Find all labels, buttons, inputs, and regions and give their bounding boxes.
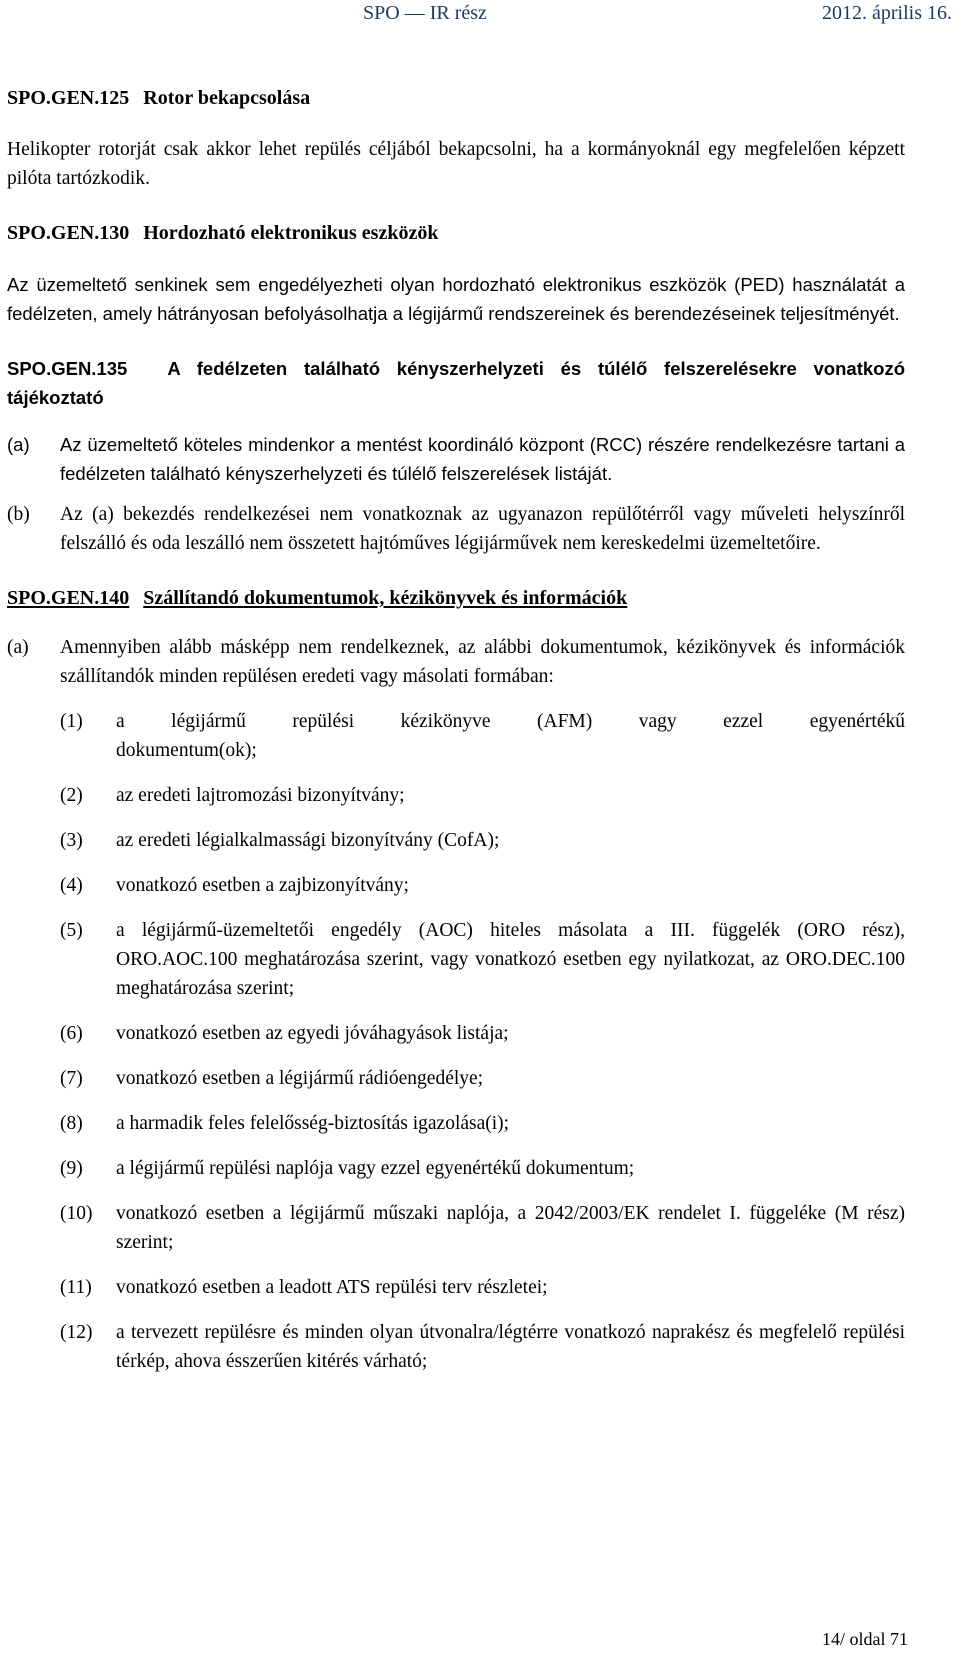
section-heading-130 [7, 219, 905, 248]
section-heading-135 [7, 354, 905, 412]
item-text: a légijármű repülési kézikönyve (AFM) vagy ezzel egyenértékű dokumentum(ok); [116, 711, 905, 761]
header-document-title: SPO — IR rész [363, 2, 487, 24]
list-item [60, 826, 905, 855]
item-label: (1) [60, 711, 83, 732]
item-label: (9) [60, 1158, 83, 1179]
list-item [60, 781, 905, 810]
list-item [7, 500, 905, 558]
item-label: (11) [60, 1277, 92, 1298]
item-text: a tervezett repülésre és minden olyan útvonalra/légtérre vonatkozó naprakész és megfelelő repülési térkép, ahova ésszerűen kitérés várható; [116, 1322, 905, 1372]
list-item [60, 1273, 905, 1302]
section-title: Rotor bekapcsolása [143, 87, 311, 109]
section-code: SPO.GEN.125 [7, 87, 130, 109]
list-item [60, 707, 905, 765]
item-label: (6) [60, 1023, 83, 1044]
section-code: SPO.GEN.135 [7, 358, 128, 379]
item-label: (4) [60, 875, 83, 896]
list-item [60, 871, 905, 900]
item-text: vonatkozó esetben az egyedi jóváhagyások listája; [116, 1023, 509, 1044]
section-130-text: Az üzemeltető senkinek sem engedélyezheti olyan hordozható elektronikus eszközök (PED) használatát a fedélzeten, amely hátrányosan befolyásolhatja a légijármű rendszereinek és berendezéseinek teljesítményét. [7, 274, 905, 324]
item-text: a harmadik feles felelősség-biztosítás igazolása(i); [116, 1113, 510, 1134]
item-text: a légijármű-üzemeltetői engedély (AOC) hiteles másolata a III. függelék (ORO rész), ORO.AOC.100 meghatározása szerint, vagy vonatkozó esetben egy nyilatkozat, az ORO.DEC.100 meghatározása szerint; [116, 920, 905, 999]
item-text: az eredeti légialkalmassági bizonyítvány (CofA); [116, 830, 500, 851]
item-label: (a) [7, 637, 29, 658]
list-item [60, 1318, 905, 1376]
section-title: Hordozható elektronikus eszközök [143, 222, 439, 244]
list-item [60, 1064, 905, 1093]
item-label: (12) [60, 1322, 93, 1343]
document-body [7, 84, 905, 1376]
item-label: (10) [60, 1203, 93, 1224]
list-item [7, 633, 905, 691]
section-code: SPO.GEN.140 [7, 587, 130, 609]
page-number: 14/ oldal 71 [822, 1629, 908, 1649]
item-label: (b) [7, 504, 30, 525]
item-text: vonatkozó esetben a zajbizonyítvány; [116, 875, 409, 896]
item-text: vonatkozó esetben a légijármű rádióengedélye; [116, 1068, 484, 1089]
item-text: vonatkozó esetben a leadott ATS repülési terv részletei; [116, 1277, 548, 1298]
section-code: SPO.GEN.130 [7, 222, 130, 244]
item-text: Az (a) bekezdés rendelkezései nem vonatkoznak az ugyanazon repülőtérről vagy műveleti helyszínről felszálló és oda leszálló nem összetett hajtóműves légijárművek nem kereskedelmi üzemeltetőire. [60, 504, 905, 554]
item-text: Amennyiben alább másképp nem rendelkeznek, az alábbi dokumentumok, kézikönyvek és információk szállítandók minden repülésen eredeti vagy másolati formában: [60, 637, 905, 687]
item-text: vonatkozó esetben a légijármű műszaki naplója, a 2042/2003/EK rendelet I. függeléke (M rész) szerint; [116, 1203, 905, 1253]
item-label: (7) [60, 1068, 83, 1089]
item-text: a légijármű repülési naplója vagy ezzel egyenértékű dokumentum; [116, 1158, 635, 1179]
list-item [60, 1199, 905, 1257]
section-125-text: Helikopter rotorját csak akkor lehet repülés céljából bekapcsolni, ha a kormányoknál egy megfelelően képzett pilóta tartózkodik. [7, 139, 905, 189]
section-title: Szállítandó dokumentumok, kézikönyvek és információk [143, 587, 628, 609]
section-title: A fedélzeten található kényszerhelyzeti és túlélő felszerelésekre vonatkozó tájékoztató [7, 358, 905, 408]
item-text: Az üzemeltető köteles mindenkor a mentést koordináló központ (RCC) részére rendelkezésre tartani a fedélzeten található kényszerhelyzeti és túlélő felszerelések listáját. [60, 434, 905, 484]
list-item [60, 1109, 905, 1138]
section-heading-125 [7, 84, 905, 113]
item-label: (2) [60, 785, 83, 806]
section-heading-140 [7, 584, 905, 613]
item-label: (3) [60, 830, 83, 851]
list-item [60, 916, 905, 1003]
page-header [0, 2, 960, 30]
list-item [60, 1154, 905, 1183]
item-label: (5) [60, 920, 83, 941]
item-label: (a) [7, 434, 30, 455]
item-label: (8) [60, 1113, 83, 1134]
list-item [60, 1019, 905, 1048]
item-text: az eredeti lajtromozási bizonyítvány; [116, 785, 405, 806]
header-date: 2012. április 16. [822, 2, 952, 24]
list-item [7, 430, 905, 488]
